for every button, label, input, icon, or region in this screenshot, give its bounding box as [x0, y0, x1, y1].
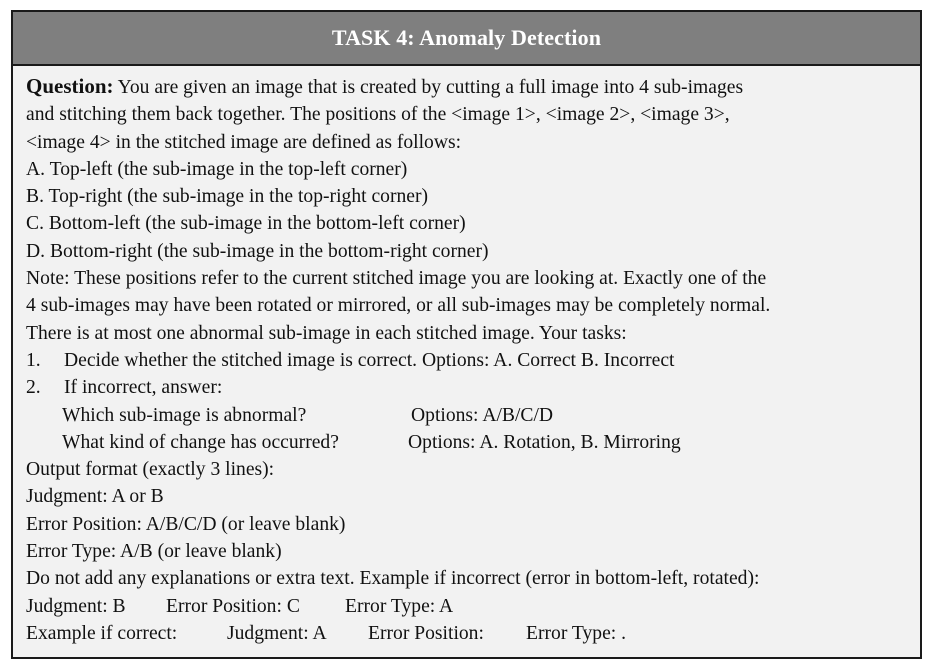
task-number-2: 2. [26, 377, 41, 399]
subquestion-abnormal-options: Options: A/B/C/D [411, 404, 554, 426]
output-format-heading: Output format (exactly 3 lines): [26, 459, 275, 481]
example-incorrect-type: Error Type: A [345, 595, 454, 617]
format-line-type: Error Type: A/B (or leave blank) [26, 541, 282, 563]
subquestion-abnormal-text: Which sub-image is abnormal? [62, 404, 307, 426]
question-intro-line-1 [26, 73, 908, 101]
task-text-2: If incorrect, answer: [64, 377, 223, 399]
task-card [11, 10, 922, 659]
card-header [13, 12, 920, 66]
subquestion-change [26, 429, 908, 456]
position-c: C. Bottom-left (the sub-image in the bottom-left corner) [26, 213, 466, 235]
task-item-1 [26, 347, 908, 374]
example-correct-type: Error Type: . [526, 622, 627, 644]
format-line-judgment: Judgment: A or B [26, 486, 164, 508]
example-incorrect-position: Error Position: C [166, 595, 300, 617]
position-b: B. Top-right (the sub-image in the top-right corner) [26, 186, 429, 208]
subquestion-change-text: What kind of change has occurred? [62, 431, 339, 453]
task-item-2 [26, 374, 908, 401]
question-intro-text-1: You are given an image that is created by cutting a full image into 4 sub-images [113, 77, 744, 98]
example-correct-position: Error Position: [368, 622, 484, 644]
card-body [13, 66, 920, 647]
example-incorrect-line [26, 593, 908, 620]
card-title: TASK 4: Anomaly Detection [331, 25, 602, 50]
question-label: Question: [26, 74, 114, 98]
subquestion-abnormal [26, 402, 908, 429]
note-line-1: Note: These positions refer to the current stitched image you are looking at. Exactly one of the [26, 268, 767, 290]
task-text-1: Decide whether the stitched image is correct. Options: A. Correct B. Incorrect [64, 349, 675, 371]
subquestion-change-options: Options: A. Rotation, B. Mirroring [408, 431, 681, 453]
position-d: D. Bottom-right (the sub-image in the bottom-right corner) [26, 240, 489, 262]
instruction-line: Do not add any explanations or extra text. Example if incorrect (error in bottom-left, rotated): [26, 568, 760, 590]
example-correct-judgment: Judgment: A [227, 622, 327, 644]
question-intro-line-3: <image 4> in the stitched image are defined as follows: [26, 131, 462, 153]
format-line-position: Error Position: A/B/C/D (or leave blank) [26, 513, 346, 535]
position-a: A. Top-left (the sub-image in the top-left corner) [26, 158, 408, 180]
example-incorrect-judgment: Judgment: B [26, 595, 126, 617]
task-number-1: 1. [26, 349, 41, 371]
note-line-3: There is at most one abnormal sub-image in each stitched image. Your tasks: [26, 322, 627, 344]
note-line-2: 4 sub-images may have been rotated or mirrored, or all sub-images may be completely normal. [26, 295, 771, 317]
example-correct-label: Example if correct: [26, 622, 178, 644]
question-intro-line-2: and stitching them back together. The positions of the <image 1>, <image 2>, <image 3>, [26, 104, 730, 126]
example-correct-line [26, 620, 908, 647]
